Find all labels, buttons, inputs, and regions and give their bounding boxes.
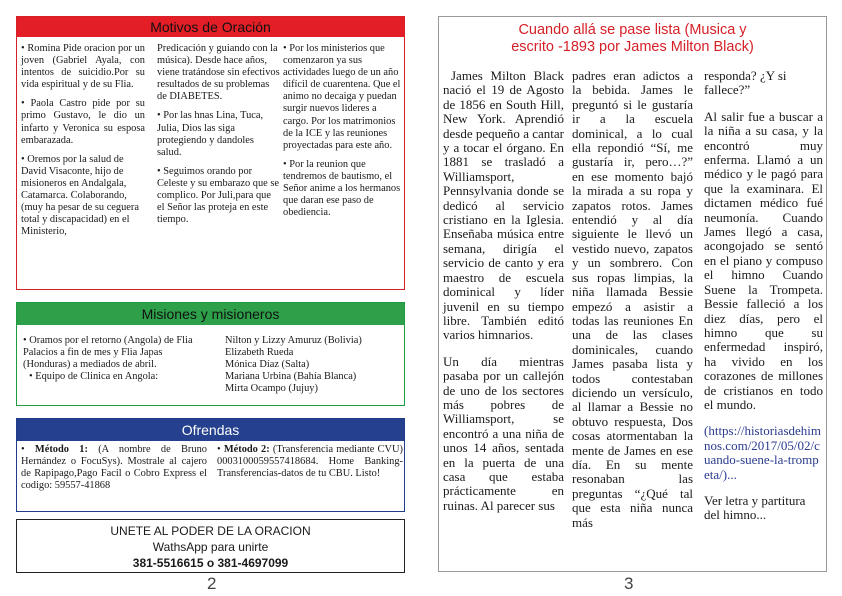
misiones-column-1 bbox=[23, 335, 209, 383]
missionary-name: Mónica Díaz (Salta) bbox=[225, 359, 310, 371]
ofrendas-section bbox=[16, 418, 405, 512]
song-story-section bbox=[438, 16, 827, 572]
method-2-label: Método 2: bbox=[223, 444, 270, 455]
story-paragraph: responda? ¿Y si fallece?” bbox=[704, 68, 787, 98]
prayer-item: Predicación y guiando con la música). Desde hace años, viene tratándose sin efectivos resultados de su problemas de DIABETES. bbox=[157, 43, 280, 103]
prayer-item: • Seguimos orando por Celeste y su embarazo que se complico. Por Juli,para que el Señor las proteja en este tiempo. bbox=[157, 165, 280, 226]
misiones-section bbox=[16, 302, 405, 406]
unete-phones: 381-5516615 o 381-4697099 bbox=[132, 556, 289, 570]
motivos-section bbox=[16, 16, 405, 290]
page-number-right: 3 bbox=[624, 574, 634, 593]
prayer-item: • Oremos por la salud de David Visaconte, hijo de misioneros en Andalgala, Catamarca. Colaborando,(muy ha pesar de su ceguera total y discapacidad) en el Ministerio, bbox=[21, 153, 139, 238]
ofrendas-title: Ofrendas bbox=[17, 419, 404, 441]
missionary-name: Mariana Urbina (Bahía Blanca) bbox=[225, 371, 357, 383]
method-1-label: Método 1: bbox=[34, 444, 88, 455]
source-link[interactable]: (https://historiasdehimnos.com/2017/05/02/cuando-suene-la-trompeta/)... bbox=[704, 423, 821, 482]
prayer-item: • Por la reunion que tendremos de bautismo, el Señor anime a los hermanos que daran ese paso de obediencia. bbox=[283, 158, 401, 219]
story-column-3 bbox=[704, 69, 823, 523]
missionary-name: Nilton y Lizzy Amuruz (Bolivia) bbox=[225, 335, 362, 346]
motivos-title: Motivos de Oración bbox=[17, 17, 404, 37]
mission-item: • Equipo de Clinica en Angola: bbox=[29, 371, 159, 383]
prayer-item: • Por los ministerios que comenzaron ya sus actividades luego de un año difícil de cuarentena. Que el animo no decaiga y puedan surgir nuevos lideres a cargo. Por los matrimonios de la ICE y las reuniones proyectadas para este año. bbox=[283, 43, 401, 151]
lyrics-note: Ver letra y partitura del himno... bbox=[704, 492, 806, 523]
story-column-1 bbox=[443, 69, 564, 513]
motivos-column-1 bbox=[21, 43, 145, 238]
prayer-item: • Romina Pide oracion por un joven (Gabriel Ayala, con intentos de suicidio.Por su vida espiritual y de su Flia. bbox=[21, 43, 145, 91]
method-2: • Método 2: (Transferencia mediante CVU) 0003100059557418684. Home Banking- Transferencias-datos de tu CBU. Listo! bbox=[217, 444, 403, 480]
story-paragraph: James Milton Black nació el 19 de Agosto de 1856 en South Hill, New York. Aprendió desde pequeño a cantar y a tocar el órgano. En 1881 se trasladó a Williamsport, Pennsylvania donde se dedicó al servicio cristiano en la Iglesia. Enseñaba música entre semana, dirigía el servicio de canto y era maestro de escuela dominical y líder juvenil en su tiempo libre. También editó varios himnarios. bbox=[443, 68, 564, 343]
prayer-item: • Por las hnas Lina, Tuca, Julia, Dios las siga protegiendo y dandoles salud. bbox=[157, 110, 264, 158]
motivos-column-2 bbox=[157, 43, 281, 226]
story-paragraph: Un día mientras pasaba por un callejón de uno de los sectores más pobres de Williamsport, se encontró a una niña de unos 14 años, sentada en la puerta de una casa que estaba prácticamente en ruinas. Al parecer sus bbox=[443, 353, 564, 513]
unete-heading: UNETE AL PODER DE LA ORACION bbox=[110, 524, 311, 538]
method-1: • Método 1: (A nombre de Bruno Hernández o FocuSys). Mostrale al cajero de Rapipago,Pago Facil o Cobro Express el codigo: 59557-41868 bbox=[21, 444, 207, 492]
missionary-name: Mirta Ocampo (Jujuy) bbox=[225, 383, 318, 395]
missionary-name: Elizabeth Rueda bbox=[225, 347, 294, 359]
motivos-column-3 bbox=[283, 43, 401, 219]
misiones-column-2 bbox=[225, 335, 401, 395]
song-title: Cuando allá se pase lista (Musica y escrito -1893 por James Milton Black) bbox=[511, 22, 754, 55]
story-paragraph: Al salir fue a buscar a la niña a su casa, y la encontró muy enferma. Llamó a un médico y le pagó para que la examinara. El dictamen médico fué neumonía. Cuando James llegó a casa, acongojado se sentó en el piano y compuso el himno Cuando Suene la Trompeta. Bessie falleció a los diez días, pero el himno que su enfermedad inspiró, ha vivido en los corazones de millones de cristianos en todo el mundo. bbox=[704, 108, 823, 412]
prayer-item: • Paola Castro pide por su primo Gustavo, le dio un infarto y Veronica su esposa embarazada. bbox=[21, 98, 145, 146]
method-1-text: (A nombre de Bruno Hernández o FocuSys). Mostrale al cajero de Rapipago,Pago Facil o Cobro Express el codigo: 59557-41868 bbox=[21, 444, 207, 492]
mission-item: • Oramos por el retorno (Angola) de Flia Palacios a fin de mes y Flia Japas (Honduras) a mediados de abril. bbox=[23, 335, 193, 371]
unete-box bbox=[16, 519, 405, 573]
method-2-text: (Transferencia mediante CVU) 0003100059557418684. Home Banking- Transferencias-datos de tu CBU. Listo! bbox=[217, 444, 403, 480]
story-column-2 bbox=[572, 69, 693, 530]
misiones-title: Misiones y misioneros bbox=[17, 303, 404, 325]
unete-subheading: WathsApp para unirte bbox=[152, 540, 269, 554]
story-paragraph: padres eran adictos a la bebida. James le preguntó si le gustaría ir a la escuela dominical, a lo cual ella repondió “Sí, me gustaría ir, pero…?” en ese momento bajó la mirada a su ropa y zapatos rotos. James entendió y al día siguiente le llevó un vestido nuevo, zapatos y un sombrero. Con sus ropas limpias, la niña llamada Bessie empezó a asistir a todas las reuniones En una de las clases dominicales, cuando James pasaba lista y todos contestaban diciendo un versículo, al llamar a Bessie no obtuvo respuesta, Dos cosas atormentaban la mente de James en ese día. En su mente resonaban las preguntas “¿Qué tal que esta niña nunca más bbox=[572, 68, 693, 530]
page-number-left: 2 bbox=[207, 574, 217, 593]
